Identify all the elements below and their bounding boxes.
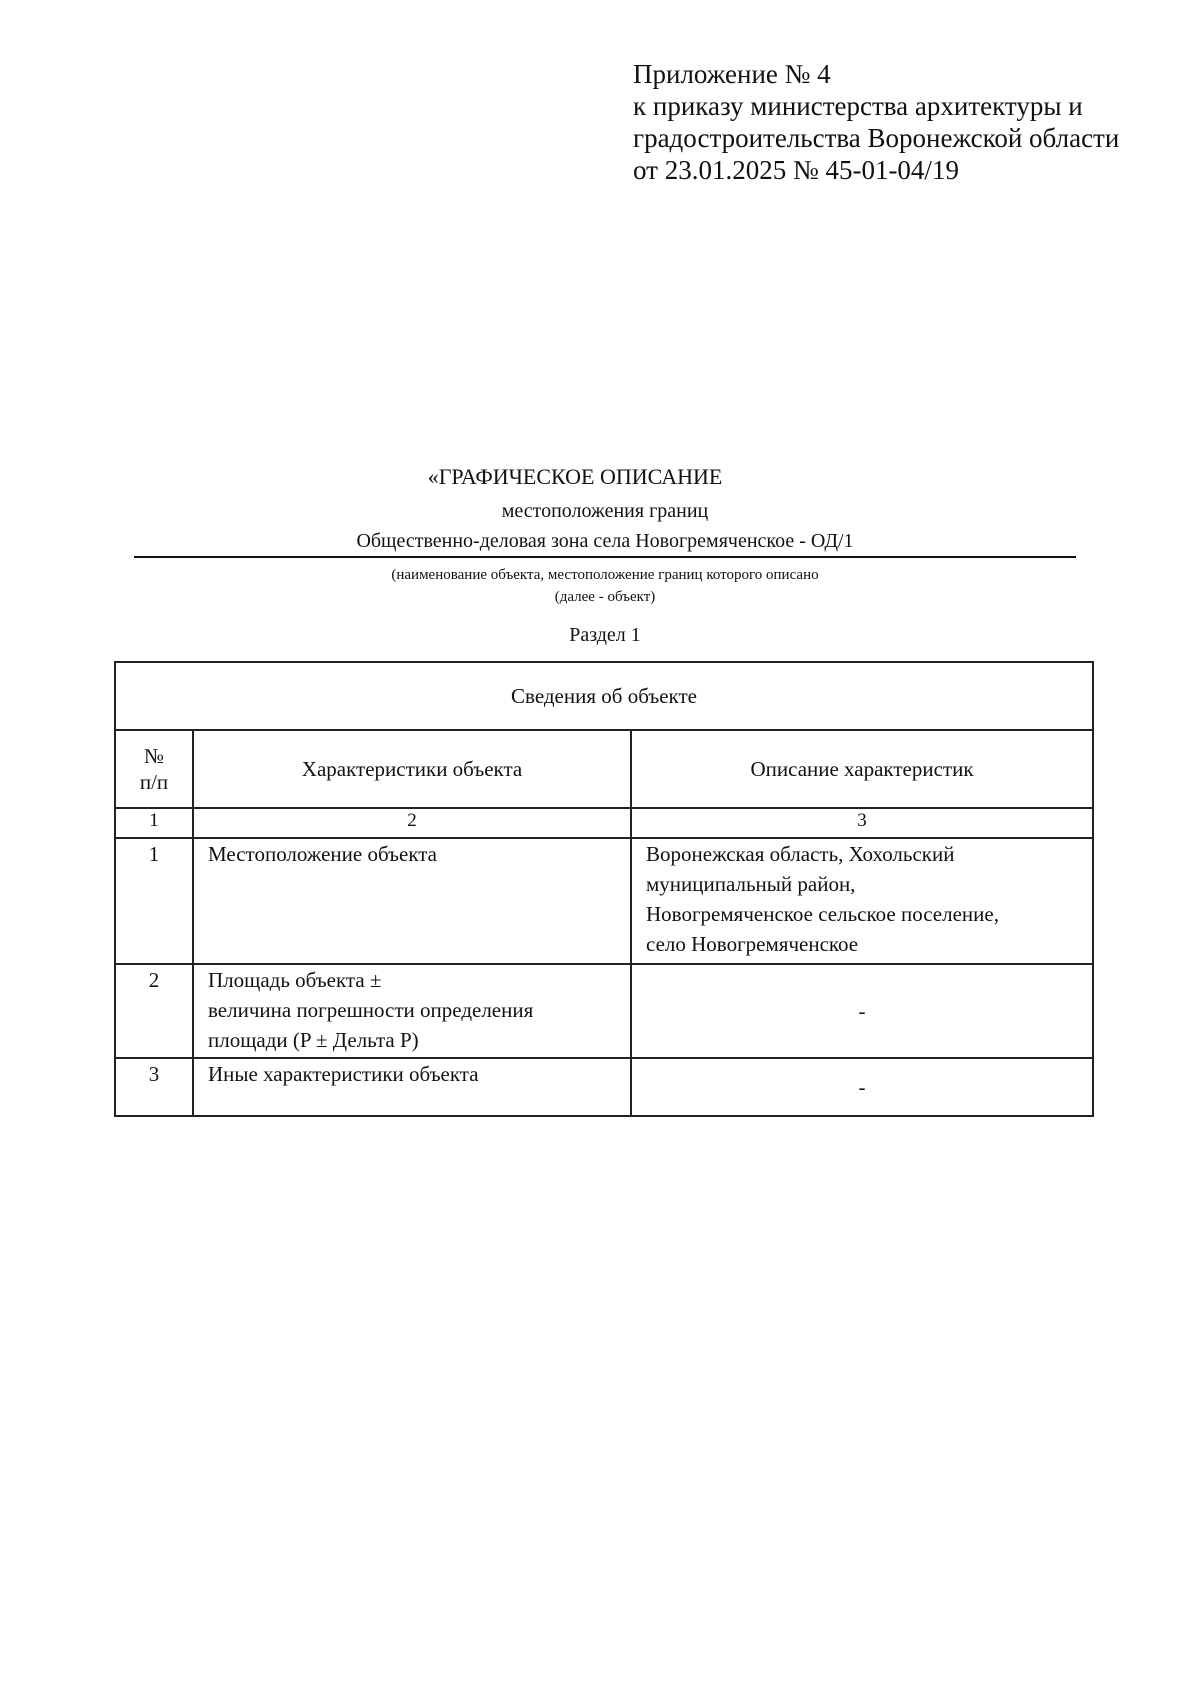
row-characteristic-line: площади (P ± Дельта P) [208,1028,419,1052]
column-header-no-line-1: № [143,744,165,768]
table-row [115,964,1093,1058]
object-name: Общественно-деловая зона села Новогремяченское - ОД/1 [134,528,1076,558]
row-description-line: Воронежская область, Хохольский [646,842,955,866]
row-description-line: село Новогремяченское [646,932,859,956]
row-characteristic [193,964,631,1058]
row-number: 2 [115,964,193,1058]
appendix-line-4: от 23.01.2025 № 45-01-04/19 [633,155,959,185]
row-description-line: Новогремяченское сельское поселение, [646,902,999,926]
row-description: - [631,964,1093,1058]
row-characteristic-line: Площадь объекта ± [208,968,382,992]
table-row [115,1058,1093,1116]
row-number: 1 [115,838,193,964]
row-characteristic [193,1058,631,1116]
row-number: 3 [115,1058,193,1116]
table-heading: Сведения об объекте [115,662,1093,730]
appendix-note [633,58,1173,186]
column-header-no-line-2: п/п [139,770,169,794]
caption-line-2: (далее - объект) [554,589,656,605]
column-header-no [115,730,193,808]
column-number-row [115,808,1093,838]
document-subtitle: местоположения границ [501,500,709,522]
row-characteristic-line: величина погрешности определения [208,998,534,1022]
column-header-characteristics: Характеристики объекта [193,730,631,808]
row-characteristic-line: Местоположение объекта [208,842,438,866]
appendix-line-1: Приложение № 4 [633,59,831,89]
column-number: 2 [193,808,631,838]
column-number: 1 [115,808,193,838]
column-header-description: Описание характеристик [631,730,1093,808]
column-number: 3 [631,808,1093,838]
row-description-line: муниципальный район, [646,872,856,896]
table-heading-row [115,662,1093,730]
appendix-line-2: к приказу министерства архитектуры и [633,91,1083,121]
object-info-table [114,661,1094,1117]
appendix-line-3: градостроительства Воронежской области [633,123,1120,153]
title-block [134,462,1076,648]
table-row [115,838,1093,964]
object-name-caption [134,564,1076,608]
column-header-row [115,730,1093,808]
row-characteristic [193,838,631,964]
row-characteristic-line: Иные характеристики объекта [208,1062,479,1086]
document-title: «ГРАФИЧЕСКОЕ ОПИСАНИЕ [427,464,723,489]
caption-line-1: (наименование объекта, местоположение границ которого описано [391,567,819,583]
row-description: - [631,1058,1093,1116]
section-label: Раздел 1 [569,624,641,646]
row-description [631,838,1093,964]
